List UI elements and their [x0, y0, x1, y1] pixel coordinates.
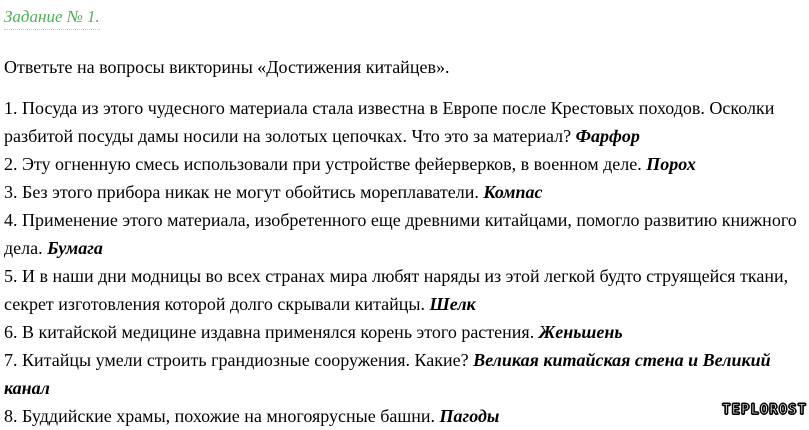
- answer-text: Женьшень: [538, 322, 623, 342]
- answer-text: Порох: [646, 154, 696, 174]
- answer-text: Бумага: [47, 238, 103, 258]
- question-text: 1. Посуда из этого чудесного материала стала известна в Европе после Крестовых походов. Осколки разбитой посуды дамы носили на золотых цепочках. Что это за материал?: [4, 98, 775, 146]
- answer-text: Пагоды: [439, 406, 500, 426]
- question-item: [4, 402, 804, 430]
- question-item: [4, 318, 804, 346]
- answer-text: Великая китайская стена и Великий канал: [4, 350, 771, 398]
- watermark: TEPLOROST: [722, 402, 807, 418]
- question-text: 6. В китайской медицине издавна применялся корень этого растения.: [4, 322, 539, 342]
- answer-text: Компас: [483, 182, 543, 202]
- question-item: [4, 178, 804, 206]
- question-text: 7. Китайцы умели строить грандиозные сооружения. Какие?: [4, 350, 474, 370]
- answer-text: Фарфор: [575, 126, 640, 146]
- question-text: 4. Применение этого материала, изобретенного еще древними китайцами, помогло развитию книжного дела.: [4, 210, 797, 258]
- question-text: 5. И в наши дни модницы во всех странах мира любят наряды из этой легкой будто струящейся ткани, секрет изготовления которой долго скрывали китайцы.: [4, 266, 789, 314]
- questions: [4, 94, 804, 430]
- question-item: [4, 94, 804, 150]
- question-item: [4, 206, 804, 262]
- question-text: 2. Эту огненную смесь использовали при устройстве фейерверков, в военном деле.: [4, 154, 647, 174]
- task-heading: Задание № 1.: [4, 6, 100, 30]
- question-text: 8. Буддийские храмы, похожие на многоярусные башни.: [4, 406, 440, 426]
- question-item: [4, 346, 804, 402]
- intro-text: Ответьте на вопросы викторины «Достижения китайцев».: [4, 57, 450, 77]
- question-text: 3. Без этого прибора никак не могут обойтись мореплаватели.: [4, 182, 484, 202]
- answer-text: Шелк: [429, 294, 476, 314]
- question-item: [4, 150, 804, 178]
- question-item: [4, 262, 804, 318]
